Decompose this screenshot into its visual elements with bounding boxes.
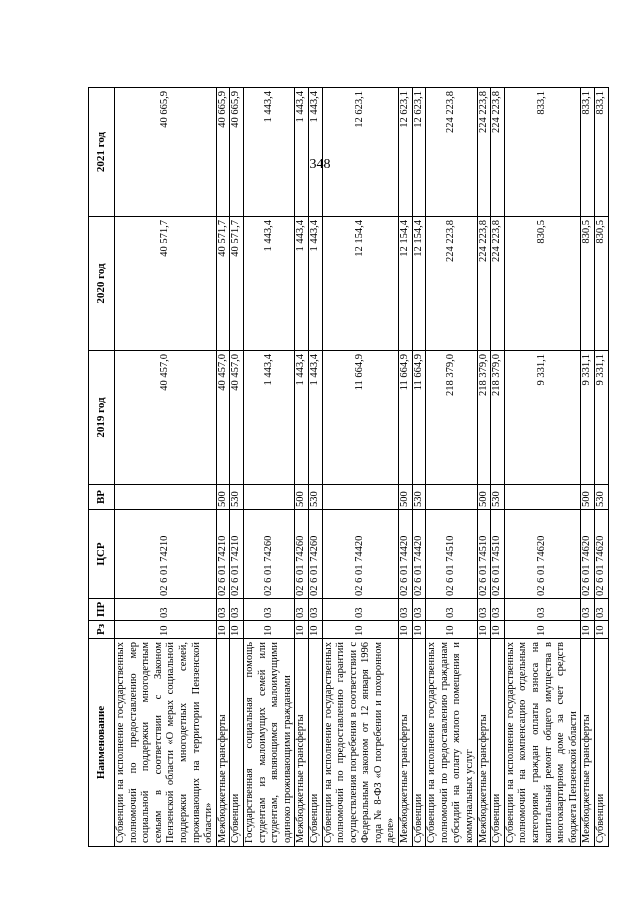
cell-pr: 03	[504, 599, 581, 621]
col-header-2021: 2021 год	[89, 88, 115, 217]
table-row	[243, 88, 294, 847]
col-header-name: Наименование	[89, 639, 115, 847]
cell-vr: 500	[295, 485, 309, 510]
cell-rz: 10	[581, 621, 595, 639]
cell-2021: 833,1	[504, 88, 581, 217]
cell-2019: 11 664,9	[322, 351, 399, 485]
cell-2019: 40 457,0	[115, 351, 217, 485]
cell-vr: 500	[477, 485, 491, 510]
cell-vr: 500	[581, 485, 595, 510]
cell-name: Субвенции	[308, 639, 322, 847]
cell-2019: 1 443,4	[308, 351, 322, 485]
cell-2021: 12 623,1	[322, 88, 399, 217]
cell-2019: 40 457,0	[230, 351, 244, 485]
cell-2019: 11 664,9	[399, 351, 413, 485]
cell-2021: 833,1	[581, 88, 595, 217]
cell-csr: 02 6 01 74510	[477, 510, 491, 599]
cell-vr	[243, 485, 294, 510]
cell-name: Субвенции на исполнение государственных полномочий по предоставлению гарантий осуществления погребения в соответствии с Федеральным законом от 12 января 1996 года № 8-ФЗ «О погребении и похоронном деле»	[322, 639, 399, 847]
cell-name: Субвенции	[230, 639, 244, 847]
cell-csr: 02 6 01 74260	[308, 510, 322, 599]
cell-name: Межбюджетные трансферты	[581, 639, 595, 847]
table-row	[322, 88, 399, 847]
rotated-table-wrapper	[88, 88, 606, 847]
cell-csr: 02 6 01 74260	[243, 510, 294, 599]
cell-rz: 10	[115, 621, 217, 639]
cell-2020: 12 154,4	[322, 217, 399, 351]
cell-2021: 833,1	[594, 88, 608, 217]
cell-vr	[426, 485, 477, 510]
cell-csr: 02 6 01 74620	[504, 510, 581, 599]
cell-2019: 11 664,9	[412, 351, 426, 485]
cell-2020: 1 443,4	[308, 217, 322, 351]
cell-pr: 03	[491, 599, 505, 621]
table-row	[504, 88, 581, 847]
cell-2021: 224 223,8	[491, 88, 505, 217]
table-body	[115, 88, 609, 847]
cell-pr: 03	[399, 599, 413, 621]
table-row	[426, 88, 477, 847]
cell-2021: 224 223,8	[426, 88, 477, 217]
cell-name: Субвенции	[491, 639, 505, 847]
table-row	[412, 88, 426, 847]
cell-vr	[504, 485, 581, 510]
cell-pr: 03	[115, 599, 217, 621]
cell-csr: 02 6 01 74210	[115, 510, 217, 599]
cell-rz: 10	[412, 621, 426, 639]
table-row	[295, 88, 309, 847]
cell-2021: 224 223,8	[477, 88, 491, 217]
cell-rz: 10	[491, 621, 505, 639]
cell-2021: 40 665,9	[115, 88, 217, 217]
cell-pr: 03	[216, 599, 230, 621]
cell-vr: 500	[216, 485, 230, 510]
cell-name: Межбюджетные трансферты	[399, 639, 413, 847]
cell-name: Государственная социальная помощь студентам из малоимущих семей или студентам, являющимся малоимущими одиноко проживающими гражданами	[243, 639, 294, 847]
table-row	[308, 88, 322, 847]
cell-vr: 530	[308, 485, 322, 510]
cell-csr: 02 6 01 74620	[594, 510, 608, 599]
cell-rz: 10	[426, 621, 477, 639]
cell-2019: 218 379,0	[477, 351, 491, 485]
cell-name: Субвенции	[412, 639, 426, 847]
cell-rz: 10	[216, 621, 230, 639]
cell-csr: 02 6 01 74260	[295, 510, 309, 599]
table-row	[491, 88, 505, 847]
cell-name: Субвенции на исполнение государственных полномочий по предоставлению гражданам субсидий на оплату жилого помещения и коммунальных услуг	[426, 639, 477, 847]
cell-2020: 40 571,7	[115, 217, 217, 351]
cell-2021: 40 665,9	[230, 88, 244, 217]
cell-vr: 530	[230, 485, 244, 510]
col-header-csr: ЦСР	[89, 510, 115, 599]
cell-2020: 1 443,4	[295, 217, 309, 351]
table-row	[581, 88, 595, 847]
cell-2020: 224 223,8	[426, 217, 477, 351]
cell-2019: 9 331,1	[581, 351, 595, 485]
cell-name: Межбюджетные трансферты	[295, 639, 309, 847]
table-row	[477, 88, 491, 847]
col-header-vr: ВР	[89, 485, 115, 510]
cell-pr: 03	[412, 599, 426, 621]
cell-2019: 9 331,1	[504, 351, 581, 485]
cell-2019: 218 379,0	[491, 351, 505, 485]
cell-rz: 10	[399, 621, 413, 639]
cell-rz: 10	[308, 621, 322, 639]
cell-2020: 12 154,4	[399, 217, 413, 351]
cell-csr: 02 6 01 74420	[399, 510, 413, 599]
col-header-2020: 2020 год	[89, 217, 115, 351]
page-number: 348	[309, 157, 331, 172]
cell-vr: 530	[491, 485, 505, 510]
cell-rz: 10	[243, 621, 294, 639]
cell-vr	[322, 485, 399, 510]
cell-pr: 03	[426, 599, 477, 621]
cell-2020: 830,5	[594, 217, 608, 351]
cell-rz: 10	[504, 621, 581, 639]
cell-2020: 224 223,8	[477, 217, 491, 351]
cell-2021: 12 623,1	[399, 88, 413, 217]
cell-rz: 10	[477, 621, 491, 639]
cell-vr	[115, 485, 217, 510]
cell-pr: 03	[295, 599, 309, 621]
cell-csr: 02 6 01 74210	[230, 510, 244, 599]
cell-2020: 12 154,4	[412, 217, 426, 351]
cell-2019: 1 443,4	[243, 351, 294, 485]
table-header-row	[89, 88, 115, 847]
table-row	[594, 88, 608, 847]
cell-pr: 03	[308, 599, 322, 621]
cell-2019: 1 443,4	[295, 351, 309, 485]
col-header-2019: 2019 год	[89, 351, 115, 485]
cell-2021: 1 443,4	[295, 88, 309, 217]
cell-2020: 1 443,4	[243, 217, 294, 351]
col-header-rz: Рз	[89, 621, 115, 639]
cell-vr: 530	[412, 485, 426, 510]
cell-2019: 9 331,1	[594, 351, 608, 485]
cell-csr: 02 6 01 74620	[581, 510, 595, 599]
cell-pr: 03	[230, 599, 244, 621]
cell-name: Субвенции	[594, 639, 608, 847]
cell-2021: 1 443,4	[243, 88, 294, 217]
cell-csr: 02 6 01 74510	[426, 510, 477, 599]
cell-2021: 1 443,4	[308, 88, 322, 217]
cell-pr: 03	[477, 599, 491, 621]
cell-rz: 10	[295, 621, 309, 639]
cell-rz: 10	[322, 621, 399, 639]
table-row	[399, 88, 413, 847]
cell-2020: 830,5	[581, 217, 595, 351]
cell-csr: 02 6 01 74420	[412, 510, 426, 599]
cell-2020: 40 571,7	[230, 217, 244, 351]
cell-2019: 40 457,0	[216, 351, 230, 485]
col-header-pr: ПР	[89, 599, 115, 621]
cell-2020: 830,5	[504, 217, 581, 351]
cell-pr: 03	[581, 599, 595, 621]
cell-vr: 500	[399, 485, 413, 510]
cell-csr: 02 6 01 74510	[491, 510, 505, 599]
table-row	[230, 88, 244, 847]
table-row	[216, 88, 230, 847]
cell-2020: 224 223,8	[491, 217, 505, 351]
cell-2019: 218 379,0	[426, 351, 477, 485]
cell-csr: 02 6 01 74420	[322, 510, 399, 599]
cell-2020: 40 571,7	[216, 217, 230, 351]
table-row	[115, 88, 217, 847]
cell-csr: 02 6 01 74210	[216, 510, 230, 599]
cell-name: Межбюджетные трансферты	[216, 639, 230, 847]
cell-pr: 03	[243, 599, 294, 621]
budget-table	[88, 87, 609, 847]
cell-rz: 10	[230, 621, 244, 639]
cell-pr: 03	[594, 599, 608, 621]
cell-2021: 40 665,9	[216, 88, 230, 217]
cell-name: Межбюджетные трансферты	[477, 639, 491, 847]
cell-vr: 530	[594, 485, 608, 510]
cell-pr: 03	[322, 599, 399, 621]
cell-name: Субвенции на исполнение государственных полномочий на компенсацию отдельным категориям граждан оплаты взноса на капитальный ремонт общего имущества в многоквартирном доме за счет средств бюджета Пензенской области	[504, 639, 581, 847]
cell-rz: 10	[594, 621, 608, 639]
cell-2021: 12 623,1	[412, 88, 426, 217]
cell-name: Субвенции на исполнение государственных полномочий по предоставлению мер социальной поддержки многодетным семьям в соответствии с Законом Пензенской области «О мерах социальной поддержки многодетных семей, проживающих на территории Пензенской области»	[115, 639, 217, 847]
